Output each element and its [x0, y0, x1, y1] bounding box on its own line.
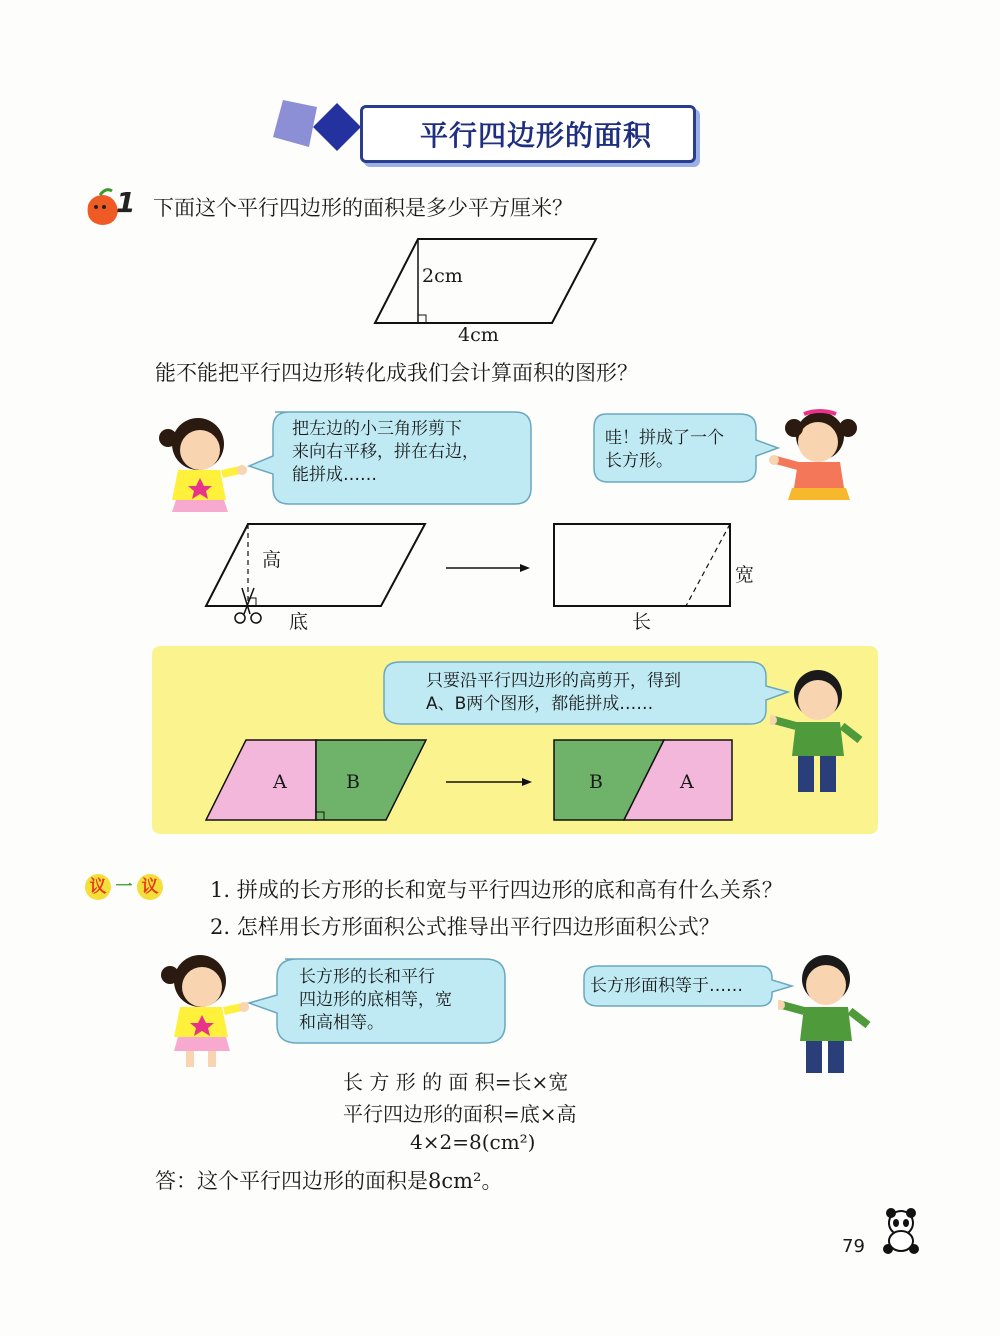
panda-icon — [876, 1205, 926, 1255]
bubble-girl1-text — [292, 418, 479, 487]
discuss-item-2: 2. 怎样用长方形面积公式推导出平行四边形面积公式？ — [210, 915, 720, 939]
base-text: 底 — [289, 611, 309, 633]
badge-char: 议 — [137, 874, 163, 900]
bubble-line: A、B两个图形，都能拼成…… — [426, 694, 654, 714]
cut-diagram — [200, 518, 760, 630]
piece-b-label-right: B — [589, 771, 603, 793]
formula-parallelogram: 平行四边形的面积=底×高 — [343, 1102, 577, 1126]
bubble-line: 只要沿平行四边形的高剪开，得到 — [426, 671, 681, 691]
formula-calculation: 4×2=8(cm²) — [410, 1130, 536, 1154]
bubble-line: 长方形的长和平行 — [299, 967, 435, 987]
example-question: 下面这个平行四边形的面积是多少平方厘米？ — [153, 196, 573, 220]
piece-a-label: A — [273, 771, 287, 793]
bubble-girl2-text — [605, 427, 724, 473]
bubble-line: 能拼成…… — [292, 465, 377, 485]
bubble-boy1-text — [426, 670, 681, 716]
formula-rectangle: 长 方 形 的 面 积=长×宽 — [343, 1070, 569, 1094]
width-text: 宽 — [735, 564, 755, 586]
bubble-line: 四边形的底相等，宽 — [299, 990, 452, 1010]
girl3-character-icon — [152, 945, 252, 1075]
discuss-badge — [85, 872, 171, 900]
girl2-character-icon — [768, 400, 868, 510]
base-label: 4cm — [458, 324, 499, 346]
bubble-boy2-text: 长方形面积等于…… — [590, 976, 743, 996]
parallelogram-diagram — [370, 235, 600, 330]
badge-char: 议 — [85, 874, 111, 900]
prompt-text: 能不能把平行四边形转化成我们会计算面积的图形？ — [155, 361, 638, 385]
bubble-line: 长方形。 — [605, 451, 673, 471]
answer-text: 答：这个平行四边形的面积是8cm²。 — [155, 1169, 503, 1193]
bubble-line: 来向右平移，拼在右边， — [292, 442, 479, 462]
discuss-item-1: 1. 拼成的长方形的长和宽与平行四边形的底和高有什么关系？ — [210, 878, 783, 902]
bubble-line: 把左边的小三角形剪下 — [292, 419, 462, 439]
girl-character-icon — [150, 408, 250, 518]
page-title: 平行四边形的面积 — [420, 119, 653, 152]
bubble-line: 和高相等。 — [299, 1013, 384, 1033]
badge-char: 一 — [115, 877, 133, 897]
piece-b-label: B — [346, 771, 360, 793]
length-text: 长 — [632, 611, 652, 633]
page-number: 79 — [842, 1236, 865, 1257]
example-badge-icon — [80, 185, 150, 230]
bubble-girl3-text — [299, 966, 452, 1035]
boy2-character-icon — [778, 945, 878, 1080]
height-label: 2cm — [422, 265, 463, 287]
example-number: 1 — [116, 186, 136, 219]
bubble-line: 哇！拼成了一个 — [605, 428, 724, 448]
height-text: 高 — [262, 549, 282, 571]
piece-a-label-right: A — [680, 771, 694, 793]
boy-character-icon — [770, 660, 870, 800]
